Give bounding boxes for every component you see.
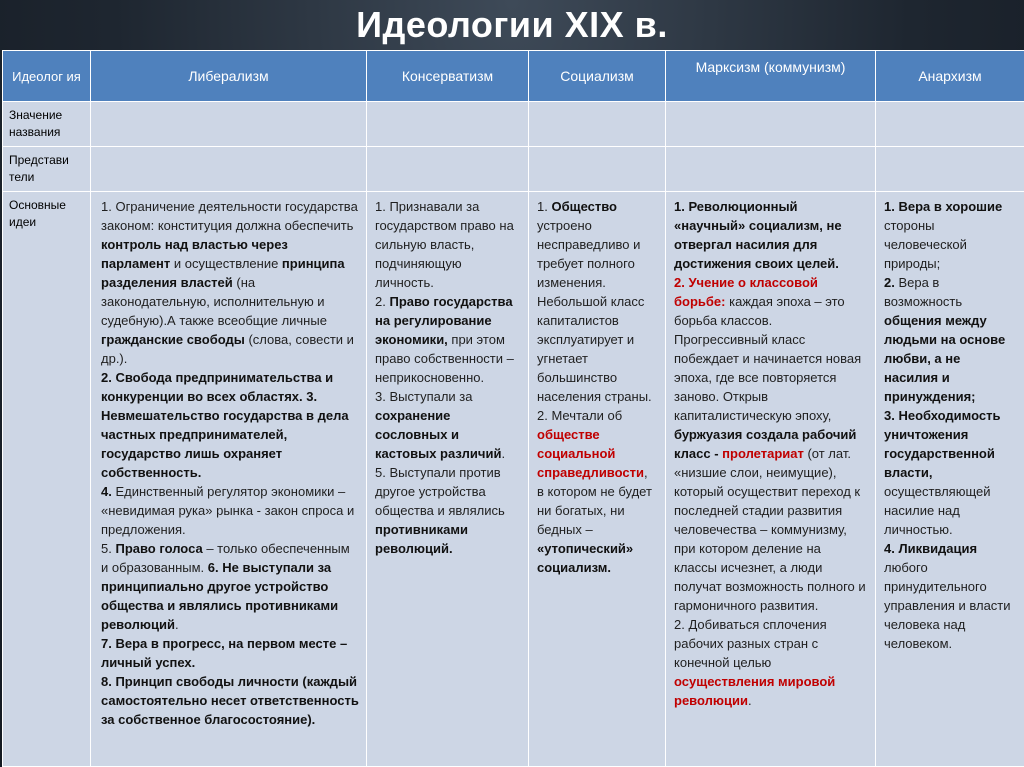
row-label-meaning: Значение названия — [3, 102, 91, 147]
table-cell — [876, 102, 1024, 147]
ideologies-table — [2, 50, 1024, 767]
header-marxism: Марксизм (коммунизм) — [666, 51, 876, 102]
cell-conservatism-ideas: 1. Признавали за государством право на сильную власть, подчиняющую личность. 2. Право государства на регулирование экономики, при этом право собственности – неприкосновенно. 3. Выступали за сохранение сословных и кастовых различий. 5. Выступали против другое устройства общества и являлись противниками революций. — [367, 192, 529, 767]
table-cell — [666, 147, 876, 192]
cell-anarchism-ideas: 1. Вера в хорошие стороны человеческой природы; 2. Вера в возможность общения между людьми на основе любви, а не насилия и принуждения; 3. Необходимость уничтожения государственной власти, осуществляющей насилие над личностью. 4. Ликвидация любого принудительного управления и власти человека над человеком. — [876, 192, 1024, 767]
table-cell — [91, 147, 367, 192]
cell-marxism-ideas: 1. Революционный «научный» социализм, не отвергал насилия для достижения своих целей. 2. Учение о классовой борьбе: каждая эпоха – это борьба классов. Прогрессивный класс побеждает и начинается новая эпоха, где все повторяется заново. Открыв капиталистическую эпоху, буржуазия создала рабочий класс - пролетариат (от лат. «низшие слои, неимущие), который осуществит переход к последней стадии развития человечества – коммунизму, при котором деление на классы исчезнет, а люди получат возможность полного и гармоничного развития. 2. Добиваться сплочения рабочих разных стран с конечной целью осуществления мировой революции. — [666, 192, 876, 767]
table-cell — [529, 102, 666, 147]
header-row — [3, 51, 1024, 102]
slide-title: Идеологии XIX в. — [356, 4, 668, 45]
table-cell — [876, 147, 1024, 192]
table-row — [3, 102, 1024, 147]
table-row — [3, 147, 1024, 192]
table-row — [3, 192, 1024, 767]
header-liberalism: Либерализм — [91, 51, 367, 102]
table-cell — [666, 102, 876, 147]
header-socialism: Социализм — [529, 51, 666, 102]
table-cell — [367, 102, 529, 147]
table-cell — [367, 147, 529, 192]
header-ideology: Идеолог ия — [3, 51, 91, 102]
row-label-representatives: Представи тели — [3, 147, 91, 192]
header-conservatism: Консерватизм — [367, 51, 529, 102]
table-cell — [529, 147, 666, 192]
table-cell — [91, 102, 367, 147]
row-label-main-ideas: Основные идеи — [3, 192, 91, 767]
cell-socialism-ideas: 1. Общество устроено несправедливо и требует полного изменения. Небольшой класс капиталистов эксплуатирует и угнетает большинство населения страны. 2. Мечтали об обществе социальной справедливости, в котором не будет ни богатых, ни бедных – «утопический» социализм. — [529, 192, 666, 767]
header-anarchism: Анархизм — [876, 51, 1024, 102]
cell-liberalism-ideas: 1. Ограничение деятельности государства законом: конституция должна обеспечить контроль над властью через парламент и осуществление принципа разделения властей (на законодательную, исполнительную и судебную).А также всеобщие личные гражданские свободы (слова, совести и др.). 2. Свобода предпринимательства и конкуренции во всех областях. 3. Невмешательство государства в дела частных предпринимателей, государство лишь охраняет собственность. 4. Единственный регулятор экономики – «невидимая рука» рынка - закон спроса и предложения. 5. Право голоса – только обеспеченным и образованным. 6. Не выступали за принципиально другое устройство общества и являлись противниками революций. 7. Вера в прогресс, на первом месте – личный успех. 8. Принцип свободы личности (каждый самостоятельно несет ответственность за собственное благосостояние). — [91, 192, 367, 767]
